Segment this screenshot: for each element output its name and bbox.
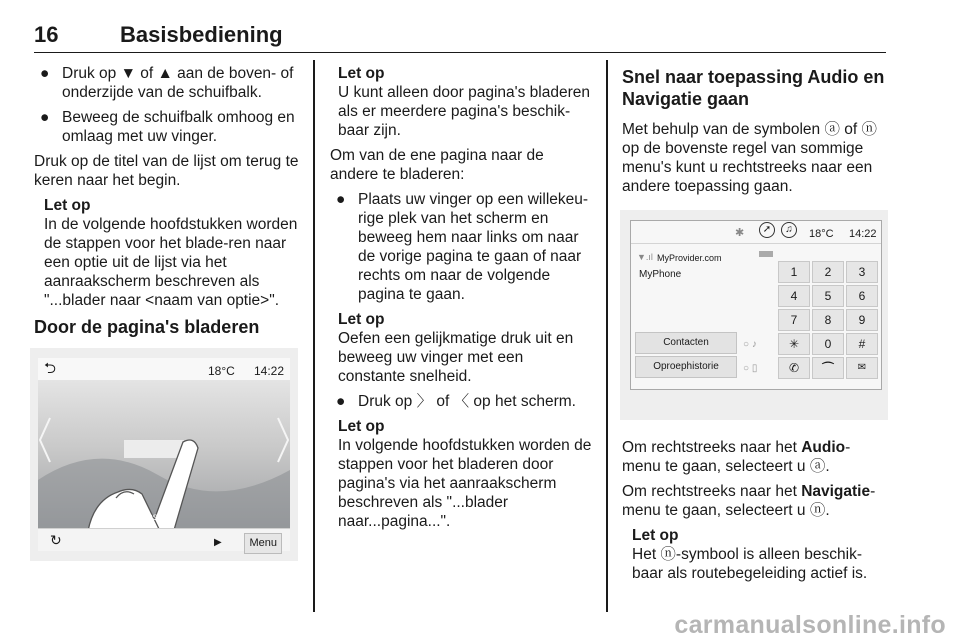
screen-bottom-bar: ↻ ▶ Menu [38,528,290,551]
column-divider-1 [313,60,315,612]
key-2[interactable]: 2 [812,261,844,283]
phone-icon[interactable]: ✆ [778,357,810,379]
key-9[interactable]: 9 [846,309,878,331]
bluetooth-icon: ✱ [735,227,745,239]
screen-status-bar: ⮌ 18°C 14:22 [38,358,290,381]
column-2 [330,64,592,537]
swipe-screen-illustration [30,348,298,561]
handsfree-icon: ○ ▯ [743,363,758,374]
column-divider-2 [606,60,608,612]
key-hash[interactable]: # [846,333,878,355]
paragraph: Met behulp van de symbolen ⓐ of ⓝ op de bovenste regel van sommige menu's kunt u rechtstreeks naar een andere toepassing gaan. [622,121,878,195]
mute-mic-icon: ○ ♪ [743,339,757,350]
screen-content: Bl...ns.jpg [38,380,290,531]
paragraph: Druk op de titel van de lijst om terug te keren naar het begin. [34,153,299,189]
key-0[interactable]: 0 [812,333,844,355]
key-7[interactable]: 7 [778,309,810,331]
key-3[interactable]: 3 [846,261,878,283]
screen-frame: ✱ ➚ ♫ 18°C 14:22 ▼.ıl MyProvider.com MyPhone 1 2 3 4 5 6 7 8 9 ✳ 0 # ✆ ⌒ ✉ Contacten Oproephistorie ○ ♪ ○ ▯ [630,220,882,390]
key-6[interactable]: 6 [846,285,878,307]
paragraph: Om van de ene pagina naar de andere te bladeren: [330,147,544,183]
repeat-icon: ↻ [50,532,62,548]
play-icon: ▶ [214,537,222,548]
chapter-title: Basisbediening [120,22,283,47]
key-5[interactable]: 5 [812,285,844,307]
chevron-right-icon [278,418,288,462]
page-header [34,20,886,53]
signal-icon: ▼.ıl [637,252,653,262]
hang-up-icon[interactable]: ⌒ [812,357,844,379]
audio-icon: ♫ [781,222,797,238]
back-icon: ⮌ [44,360,57,377]
list-item: ● Druk op ▼ of ▲ aan de boven- of onderzijde van de schuifbalk. [40,65,294,101]
note: Let op In de volgende hoofdstukken worden de stappen voor het blade-ren naar een optie uit de lijst via het aanraakscherm beschreven als "...blader naar <naam van optie>". [44,197,298,309]
key-8[interactable]: 8 [812,309,844,331]
section-heading: Door de pagina's bladeren [34,317,260,337]
contacts-button[interactable]: Contacten [635,332,737,354]
note: Let op U kunt alleen door pagina's bladeren als er meerdere pagina's beschik-baar zijn. [338,65,590,139]
key-star[interactable]: ✳ [778,333,810,355]
message-icon[interactable]: ✉ [846,357,878,379]
paragraph: Om rechtstreeks naar het Navigatie-menu te gaan, selecteert u ⓝ. [622,483,876,519]
column-1 [34,64,300,561]
watermark: carmanualsonline.info [674,611,946,639]
battery-icon [759,251,773,257]
list-item: ● Druk op 〉 of 〈 op het scherm. [336,393,576,410]
column-3 [622,64,886,589]
call-history-button[interactable]: Oproephistorie [635,356,737,378]
phone-screen-illustration [620,210,888,420]
note: Let op Het ⓝ-symbool is alleen beschik-baar als routebegeleiding actief is. [632,527,868,582]
paragraph: Om rechtstreeks naar het Audio-menu te gaan, selecteert u ⓐ. [622,439,851,475]
note: Let op In volgende hoofdstukken worden de stappen voor het bladeren door pagina's via het aanraakscherm beschreven als "...blader naar...pagina...". [338,418,592,530]
navigation-icon: ➚ [759,222,775,238]
section-heading: Snel naar toepassing Audio en Navigatie gaan [622,67,885,109]
chevron-left-icon [40,418,50,462]
list-item: ● Plaats uw vinger op een willekeu-rige plek van het scherm en beweeg hem naar links om naar de vorige pagina te gaan of naar rechts om naar de volgende pagina te gaan. [336,191,589,303]
key-1[interactable]: 1 [778,261,810,283]
screen-status-bar: ✱ ➚ ♫ 18°C 14:22 [631,221,881,244]
key-4[interactable]: 4 [778,285,810,307]
note: Let op Oefen een gelijkmatige druk uit en beweeg uw vinger met een constante snelheid. [338,311,574,385]
list-item: ● Beweeg de schuifbalk omhoog en omlaag met uw vinger. [40,109,295,145]
page-number: 16 [34,22,59,47]
